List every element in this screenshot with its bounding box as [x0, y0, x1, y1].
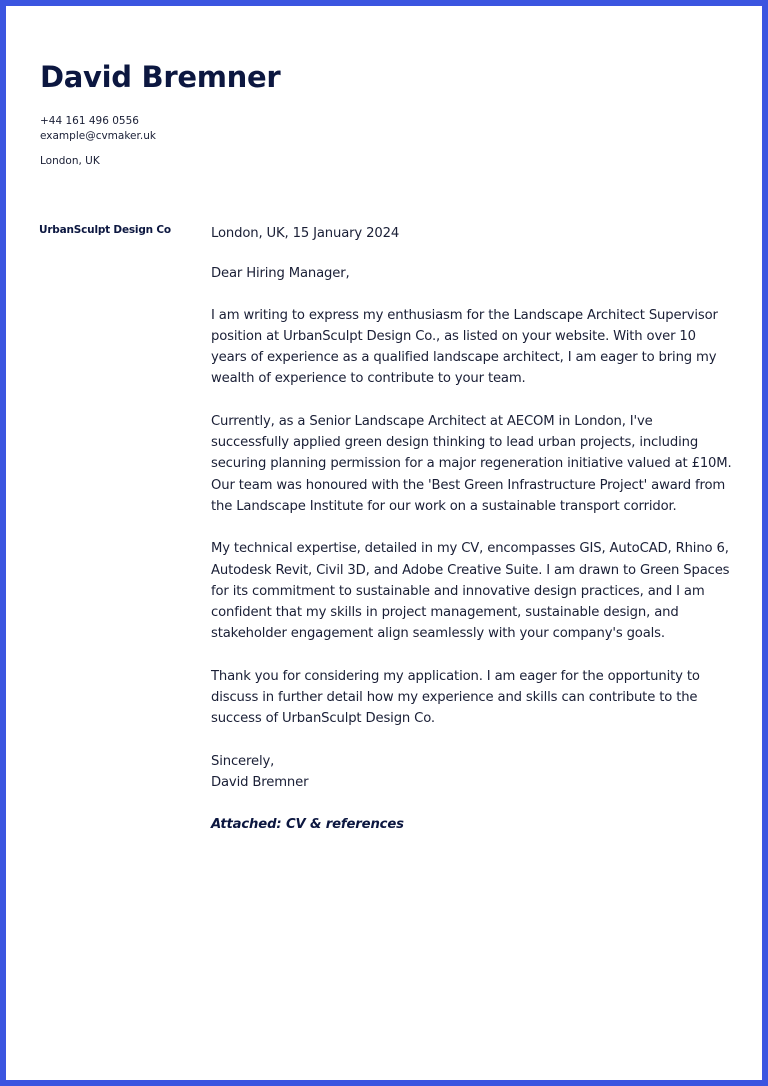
signature: David Bremner	[211, 774, 309, 790]
paragraph-4: Thank you for considering my application. I am eager for the opportunity to discuss in further detail how my experience and skills can contribute to the success of UrbanSculpt Design Co.	[211, 668, 700, 727]
email-address: example@cvmaker.uk	[40, 130, 156, 142]
paragraph-2: Currently, as a Senior Landscape Architect at AECOM in London, I've successfully applied green design thinking to lead urban projects, including securing planning permission for a major regeneration initiative valued at £10M. Our team was honoured with the 'Best Green Infrastructure Project' award from the Landscape Institute for our work on a sustainable transport corridor.	[211, 413, 732, 514]
applicant-name: David Bremner	[40, 60, 281, 94]
date-line: London, UK, 15 January 2024	[211, 226, 400, 241]
paragraph-1: I am writing to express my enthusiasm for the Landscape Architect Supervisor position at UrbanSculpt Design Co., as listed on your website. With over 10 years of experience as a qualified landscape architect, I am eager to bring my wealth of experience to contribute to your team.	[211, 307, 718, 387]
phone-number: +44 161 496 0556	[40, 115, 139, 127]
recipient-company: UrbanSculpt Design Co	[39, 224, 171, 236]
paragraph-3: My technical expertise, detailed in my CV, encompasses GIS, AutoCAD, Rhino 6, Autodesk Revit, Civil 3D, and Adobe Creative Suite. I am drawn to Green Spaces for its commitment to sustainable and innovative design practices, and I am confident that my skills in project management, sustainable design, and stakeholder engagement align seamlessly with your company's goals.	[211, 541, 730, 642]
closing: Sincerely,	[211, 753, 275, 769]
salutation: Dear Hiring Manager,	[211, 266, 350, 282]
location: London, UK	[40, 155, 100, 167]
letter-body	[211, 223, 733, 836]
attachment-note: Attached: CV & references	[211, 817, 404, 833]
